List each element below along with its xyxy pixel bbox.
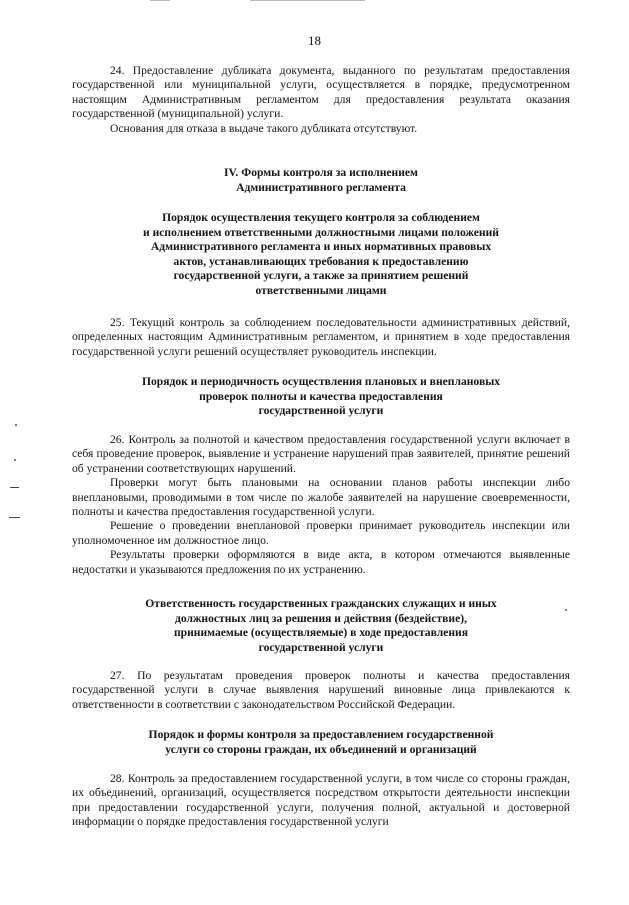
heading-line: государственной услуги: [258, 640, 384, 654]
scan-margin-mark: [9, 517, 20, 518]
section-4-heading: [72, 166, 570, 195]
scan-edge-line: [150, 0, 170, 1]
paragraph-28-block: [72, 772, 570, 830]
section-4-heading-line: Административного регламента: [236, 180, 406, 194]
heading-line: Порядок и периодичность осуществления плановых и внеплановых: [141, 375, 501, 388]
paragraph-24-block: [72, 64, 570, 136]
paragraph-24: 24. Предоставление дубликата документа, выданного по результатам предоставления государственной или муниципальной услуги, осуществляется в порядке, предусмотренном настоящим Административным регламентом для предоставления результата оказания государственной (муниципальной) услуги.: [72, 64, 570, 121]
heading-line: должностных лиц за решения и действия (бездействие),: [174, 611, 468, 625]
section-4-heading-line: IV. Формы контроля за исполнением: [224, 166, 418, 179]
heading-line: Порядок осуществления текущего контроля за соблюдением: [162, 211, 480, 224]
paragraph-26: 26. Контроль за полнотой и качеством предоставления государственной услуги включает в себя проведение проверок, выявление и устранение нарушений прав заявителей, принятие решений об устранении соответствующих нарушений.: [72, 433, 570, 475]
paragraph-24-refusal: Основания для отказа в выдаче такого дубликата отсутствуют.: [110, 121, 418, 135]
subsection-current-control-heading: [72, 211, 570, 299]
heading-line: услуги со стороны граждан, их объединений и организаций: [165, 742, 477, 756]
paragraph-26-block: [72, 433, 570, 577]
scan-edge-line: [250, 0, 365, 1]
page-number: 18: [308, 33, 321, 48]
heading-line: актов, устанавливающих требования к предоставлению: [173, 254, 469, 268]
paragraph-26-results: Результаты проверки оформляются в виде акта, в котором отмечаются выявленные недостатки и указываются предложения по их устранению.: [72, 548, 570, 576]
paragraph-27-block: [72, 669, 570, 712]
paragraph-28: 28. Контроль за предоставлением государственной услуги, в том числе со стороны граждан, их объединений, организаций, осуществляется посредством открытости деятельности инспекции при предоставлении государственной услуги, получения полной, актуальной и достоверной информации о порядке предоставления государственной услуги: [72, 772, 570, 829]
heading-line: ответственными лицами: [255, 283, 387, 297]
heading-line: принимаемые (осуществляемые) в ходе предоставления: [173, 626, 468, 640]
scan-margin-mark: [10, 487, 19, 488]
heading-line: Административного регламента и иных нормативных правовых: [150, 240, 492, 254]
heading-line: государственной услуги: [258, 404, 384, 418]
paragraph-25-block: [72, 316, 570, 359]
scan-speck: [15, 424, 17, 426]
paragraph-26-decision: Решение о проведении внеплановой проверки принимает руководитель инспекции или уполномоченное им должностное лицо.: [72, 519, 570, 547]
scan-speck: [565, 609, 567, 611]
subsection-inspections-heading: [72, 375, 570, 419]
heading-line: Порядок и формы контроля за предоставлением государственной: [148, 728, 494, 741]
heading-line: государственной услуги, а также за принятием решений: [173, 269, 469, 283]
subsection-responsibility-heading: [72, 597, 570, 655]
paragraph-25: 25. Текущий контроль за соблюдением последовательности административных действий, определенных настоящим Административным регламентом, и принятием в ходе предоставления государственной услуги решений осуществляет руководитель инспекции.: [72, 316, 570, 358]
heading-line: и исполнением ответственными должностными лицами положений: [143, 225, 499, 239]
heading-line: проверок полноты и качества предоставления: [199, 389, 443, 403]
paragraph-26-checks: Проверки могут быть плановыми на основании планов работы инспекции либо внеплановыми, проводимыми в том числе по жалобе заявителей на нарушение своевременности, полноты и качества предоставления государственной услуги.: [72, 476, 570, 519]
scan-speck: [14, 459, 16, 461]
paragraph-27: 27. По результатам проведения проверок полноты и качества предоставления государственной услуги в случае выявления нарушений виновные лица привлекаются к ответственности в соответствии с законодательством Российской Федерации.: [72, 669, 570, 711]
subsection-citizen-control-heading: [72, 728, 570, 757]
heading-line: Ответственность государственных гражданских служащих и иных: [145, 597, 497, 610]
